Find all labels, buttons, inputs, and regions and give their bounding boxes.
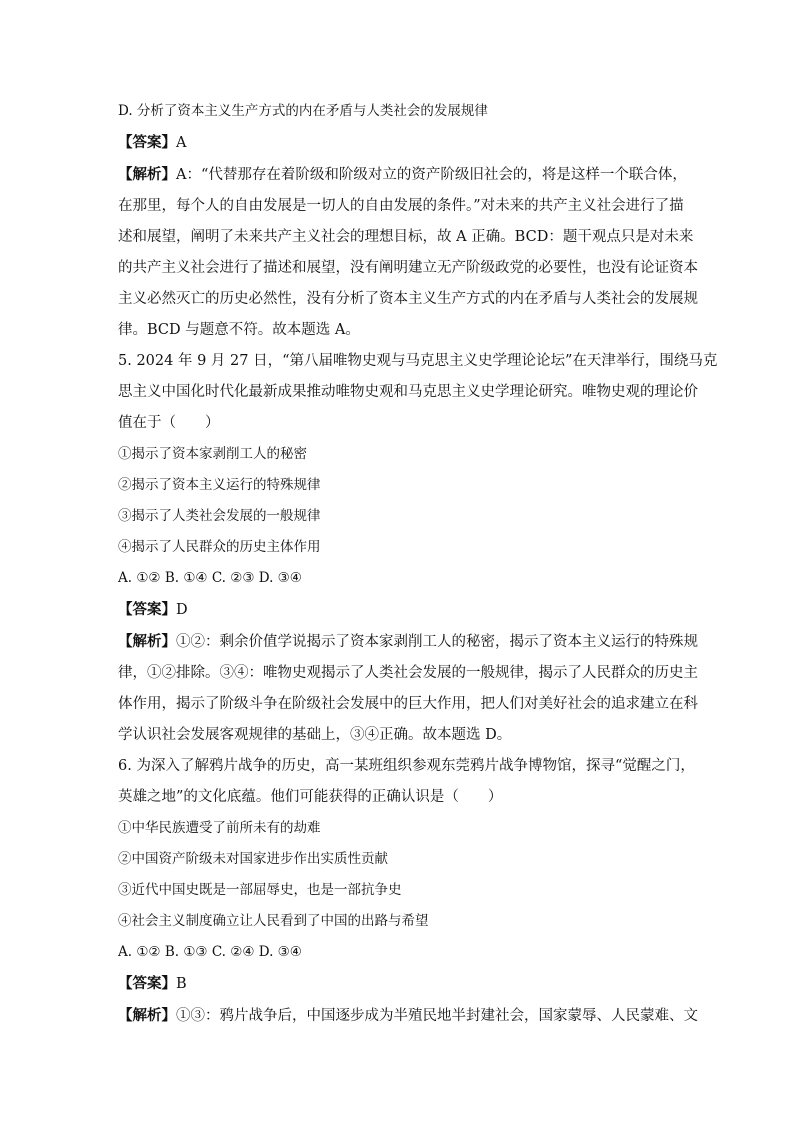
analysis-line: 述和展望，阐明了未来共产主义社会的理想目标，故 A 正确。BCD：题干观点只是对未来: [118, 229, 694, 245]
analysis-line: 体作用，揭示了阶级斗争在阶级社会发展中的巨大作用，把人们对美好社会的追求建立在科: [118, 696, 698, 712]
answer-value: D: [176, 602, 188, 618]
document-page: [118, 96, 718, 1032]
analysis-line: 主义必然灭亡的历史必然性，没有分析了资本主义生产方式的内在矛盾与人类社会的发展规: [118, 291, 698, 307]
answer-tag: 【答案】: [118, 134, 176, 151]
analysis-paragraph: [118, 159, 698, 346]
answer-line: [118, 127, 678, 159]
analysis-line: 律，①②排除。③④：唯物史观揭示了人类社会发展的一般规律，揭示了人民群众的历史主: [118, 665, 698, 681]
question-5: [118, 346, 718, 439]
question-line: 值在于（ ）: [118, 415, 220, 431]
analysis-line: [118, 159, 687, 191]
answer-tag: 【答案】: [118, 975, 176, 992]
analysis-paragraph: [118, 626, 698, 751]
option-line: ②中国资产阶级未对国家进步作出实质性贡献: [118, 851, 388, 867]
question-line: 英雄之地”的文化底蕴。他们可能获得的正确认识是（ ）: [118, 789, 503, 805]
question-line: 5. 2024 年 9 月 27 日，“第八届唯物史观与马克思主义史学理论论坛”在天津举行，围绕马克: [118, 353, 718, 369]
answer-tag: 【答案】: [118, 601, 176, 618]
analysis-tag: 【解析】: [118, 166, 176, 183]
answer-value: A: [176, 135, 187, 151]
analysis-text: A：“代替那存在着阶级和阶级对立的资产阶级旧社会的，将是这样一个联合体，: [176, 167, 687, 183]
question-line: 6. 为深入了解鸦片战争的历史，高一某班组织参观东莞鸦片战争博物馆，探寻“觉醒之门，: [118, 758, 695, 774]
analysis-line: 的共产主义社会进行了描述和展望，没有阐明建立无产阶级政党的必要性，也没有论证资本: [118, 260, 698, 276]
answer-value: B: [176, 976, 187, 992]
option-line: ①中华民族遭受了前所未有的劫难: [118, 820, 321, 836]
analysis-paragraph: [118, 1000, 698, 1032]
option-line: ①揭示了资本家剥削工人的秘密: [118, 446, 307, 462]
analysis-line: 在那里，每个人的自由发展是一切人的自由发展的条件。”对未来的共产主义社会进行了描: [118, 198, 684, 214]
analysis-text: ①③：鸦片战争后，中国逐步成为半殖民地半封建社会，国家蒙辱、人民蒙难、文: [176, 1008, 698, 1024]
question-6: [118, 751, 695, 813]
choices-line: A. ①② B. ①③ C. ②④ D. ③④: [118, 944, 302, 960]
option-line: ②揭示了资本主义运行的特殊规律: [118, 477, 321, 493]
question-line: 思主义中国化时代化最新成果推动唯物史观和马克思主义史学理论研究。唯物史观的理论价: [118, 384, 698, 400]
choices-line: A. ①② B. ①④ C. ②③ D. ③④: [118, 570, 302, 586]
analysis-line: 律。BCD 与题意不符。故本题选 A。: [118, 322, 360, 338]
analysis-line: [118, 1000, 698, 1032]
option-line: ④揭示了人民群众的历史主体作用: [118, 539, 321, 555]
analysis-line: 学认识社会发展客观规律的基础上，③④正确。故本题选 D。: [118, 727, 512, 743]
option-line: ③近代中国史既是一部屈辱史，也是一部抗争史: [118, 882, 402, 898]
option-line: ④社会主义制度确立让人民看到了中国的出路与希望: [118, 913, 429, 929]
option-line: D. 分析了资本主义生产方式的内在矛盾与人类社会的发展规律: [118, 103, 488, 119]
answer-line: [118, 968, 678, 1000]
analysis-tag: 【解析】: [118, 1007, 176, 1024]
analysis-tag: 【解析】: [118, 633, 176, 650]
answer-line: [118, 594, 678, 626]
analysis-line: [118, 626, 698, 658]
analysis-text: ①②：剩余价值学说揭示了资本家剥削工人的秘密，揭示了资本主义运行的特殊规: [176, 634, 698, 650]
option-line: ③揭示了人类社会发展的一般规律: [118, 508, 321, 524]
